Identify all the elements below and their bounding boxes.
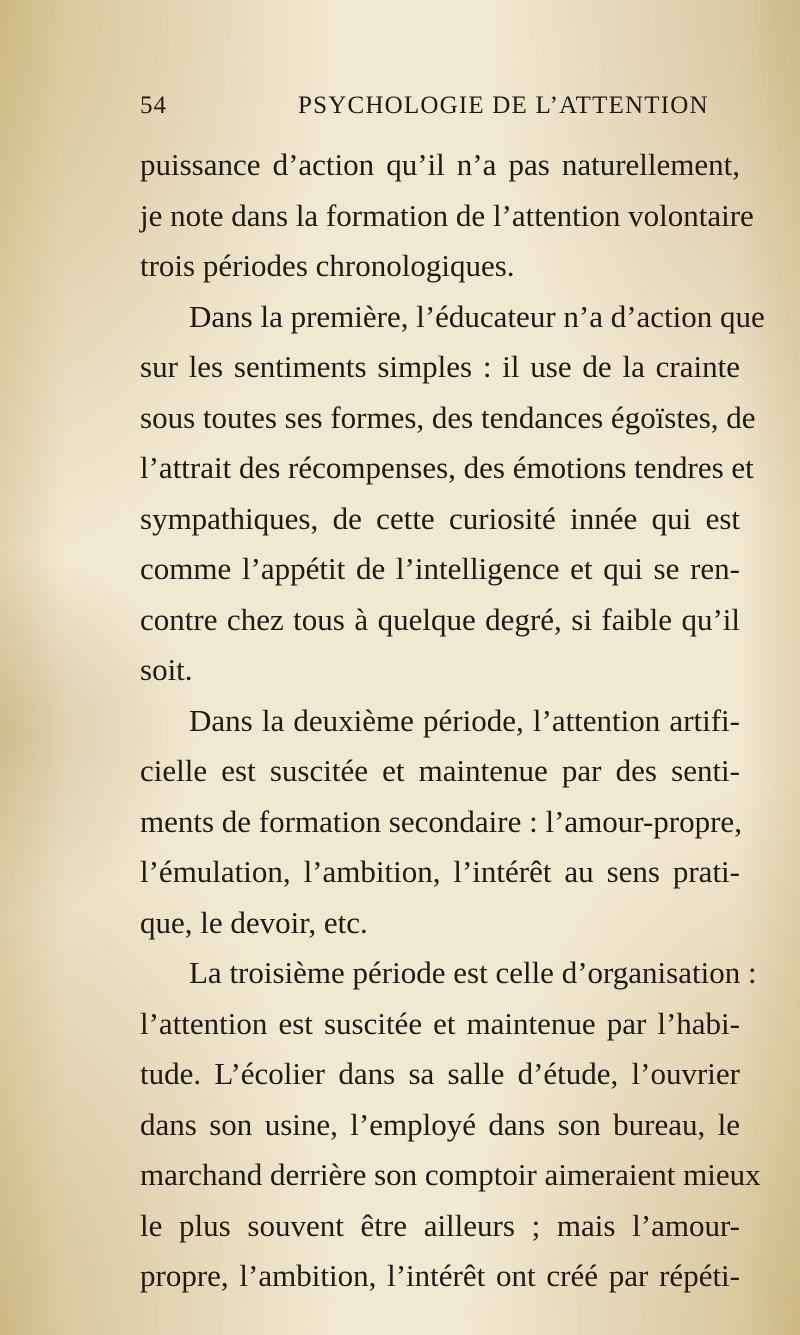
text-line: puissance d’action qu’il n’a pas naturellement,: [140, 147, 740, 182]
text-line: sympathiques, de cette curiosité innée qui est: [140, 500, 740, 536]
text-line: marchand derrière son comptoir aimeraient mieux: [140, 1157, 761, 1192]
text-line: ments de formation secondaire : l’amour-propre,: [140, 803, 742, 839]
text-line: dans son usine, l’employé dans son bureau, le: [140, 1106, 740, 1142]
text-line: le plus souvent être ailleurs ; mais l’amour-: [140, 1207, 740, 1243]
text-line: sur les sentiments simples : il use de la crainte: [140, 349, 740, 384]
text-line: contre chez tous à quelque degré, si faible qu’il: [140, 601, 740, 637]
text-line: l’émulation, l’ambition, l’intérêt au sens prati-: [140, 854, 740, 889]
text-line: Dans la première, l’éducateur n’a d’action que: [189, 298, 765, 334]
text-line: tude. L’écolier dans sa salle d’étude, l’ouvrier: [140, 1056, 740, 1091]
running-title: PSYCHOLOGIE DE L’ATTENTION: [298, 92, 709, 119]
body-text: [140, 140, 765, 1302]
text-line: Dans la deuxième période, l’attention artifi-: [189, 702, 740, 738]
text-line: propre, l’ambition, l’intérêt ont créé par répéti-: [140, 1258, 740, 1293]
text-line: l’attention est suscitée et maintenue par l’habi-: [140, 1005, 740, 1041]
text-line: soit.: [140, 652, 193, 687]
text-line: cielle est suscitée et maintenue par des senti-: [140, 753, 740, 788]
text-line: trois périodes chronologiques.: [140, 248, 515, 283]
text-line: que, le devoir, etc.: [140, 904, 368, 940]
text-line: La troisième période est celle d’organisation :: [189, 955, 757, 990]
page-number: 54: [140, 92, 167, 119]
running-head: [140, 92, 740, 126]
text-line: l’attrait des récompenses, des émotions tendres et: [140, 450, 754, 485]
text-line: sous toutes ses formes, des tendances égoïstes, de: [140, 399, 756, 435]
text-line: comme l’appétit de l’intelligence et qui se ren-: [140, 551, 740, 586]
text-line: je note dans la formation de l’attention volontaire: [140, 197, 754, 233]
